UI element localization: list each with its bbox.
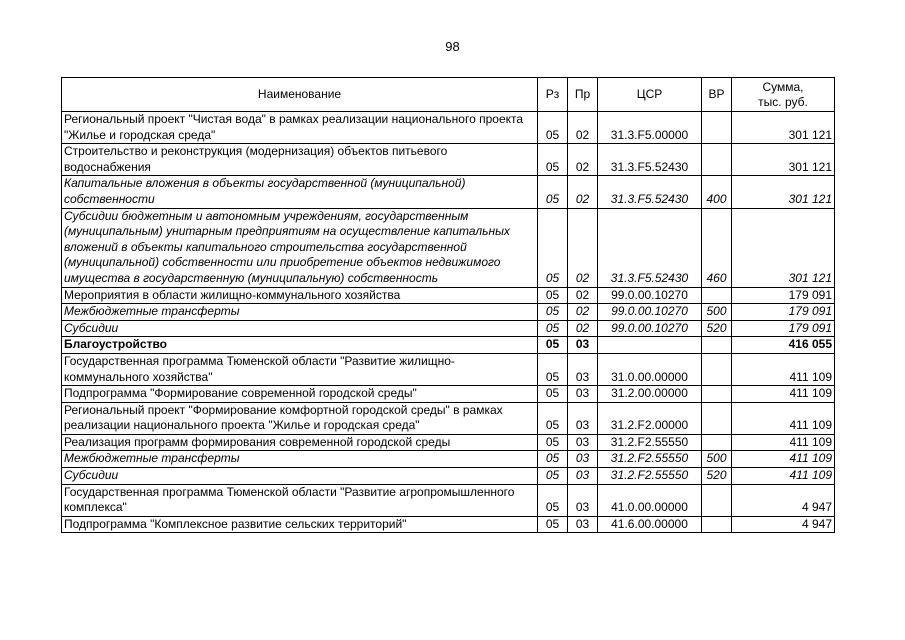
row-sum: 301 121 xyxy=(732,144,835,176)
row-name: Строительство и реконструкция (модернизация) объектов питьевого водоснабжения xyxy=(62,144,538,176)
table-body xyxy=(62,112,835,533)
row-name: Подпрограмма "Формирование современной городской среды" xyxy=(62,386,538,403)
row-rz: 05 xyxy=(538,434,568,451)
table-row xyxy=(62,516,835,533)
row-csr: 31.3.F5.52430 xyxy=(598,208,702,287)
row-vr: 520 xyxy=(702,320,732,337)
row-csr: 99.0.00.10270 xyxy=(598,320,702,337)
row-vr: 520 xyxy=(702,468,732,485)
row-name: Межбюджетные трансферты xyxy=(62,451,538,468)
row-pr: 02 xyxy=(568,208,598,287)
header-rz: Рз xyxy=(538,78,568,112)
row-vr xyxy=(702,287,732,304)
row-name: Региональный проект "Чистая вода" в рамках реализации национального проекта "Жилье и городская среда" xyxy=(62,112,538,144)
table-row xyxy=(62,451,835,468)
row-sum: 301 121 xyxy=(732,208,835,287)
header-vr: ВР xyxy=(702,78,732,112)
row-csr: 99.0.00.10270 xyxy=(598,287,702,304)
row-name: Реализация программ формирования современной городской среды xyxy=(62,434,538,451)
row-csr: 31.3.F5.52430 xyxy=(598,176,702,208)
row-rz: 05 xyxy=(538,337,568,354)
row-sum: 411 109 xyxy=(732,402,835,434)
row-csr: 31.2.F2.55550 xyxy=(598,468,702,485)
row-vr xyxy=(702,337,732,354)
row-sum: 411 109 xyxy=(732,434,835,451)
row-csr: 31.2.F2.55550 xyxy=(598,434,702,451)
row-sum: 411 109 xyxy=(732,386,835,403)
row-vr xyxy=(702,402,732,434)
row-pr: 02 xyxy=(568,176,598,208)
row-sum: 179 091 xyxy=(732,304,835,321)
row-name: Субсидии бюджетным и автономным учреждениям, государственным (муниципальным) унитарным предприятиям на осуществление капитальных вложений в объекты капитального строительства государственной (муниципальной) собственности или приобретение объектов недвижимого имущества в государственную (муниципальную) собственность xyxy=(62,208,538,287)
row-sum: 301 121 xyxy=(732,112,835,144)
table-row xyxy=(62,304,835,321)
row-rz: 05 xyxy=(538,468,568,485)
row-rz: 05 xyxy=(538,176,568,208)
row-pr: 03 xyxy=(568,516,598,533)
row-rz: 05 xyxy=(538,112,568,144)
row-name: Субсидии xyxy=(62,320,538,337)
table-row xyxy=(62,287,835,304)
row-csr: 31.3.F5.52430 xyxy=(598,144,702,176)
table-row xyxy=(62,144,835,176)
row-sum: 411 109 xyxy=(732,353,835,385)
header-name: Наименование xyxy=(62,78,538,112)
header-pr: Пр xyxy=(568,78,598,112)
row-vr xyxy=(702,112,732,144)
row-vr: 460 xyxy=(702,208,732,287)
row-csr: 31.2.F2.55550 xyxy=(598,451,702,468)
row-rz: 05 xyxy=(538,287,568,304)
row-pr: 02 xyxy=(568,112,598,144)
row-sum: 4 947 xyxy=(732,516,835,533)
table-row xyxy=(62,402,835,434)
row-vr xyxy=(702,484,732,516)
row-name: Межбюджетные трансферты xyxy=(62,304,538,321)
row-vr xyxy=(702,353,732,385)
row-name: Благоустройство xyxy=(62,337,538,354)
row-csr: 31.2.F2.00000 xyxy=(598,402,702,434)
row-vr xyxy=(702,516,732,533)
row-rz: 05 xyxy=(538,320,568,337)
row-rz: 05 xyxy=(538,304,568,321)
row-vr xyxy=(702,144,732,176)
row-vr: 400 xyxy=(702,176,732,208)
row-pr: 02 xyxy=(568,320,598,337)
row-rz: 05 xyxy=(538,402,568,434)
row-sum: 411 109 xyxy=(732,451,835,468)
row-rz: 05 xyxy=(538,353,568,385)
row-sum: 411 109 xyxy=(732,468,835,485)
row-csr: 31.3.F5.00000 xyxy=(598,112,702,144)
row-rz: 05 xyxy=(538,386,568,403)
row-pr: 03 xyxy=(568,451,598,468)
row-vr xyxy=(702,434,732,451)
table-row xyxy=(62,484,835,516)
table-row xyxy=(62,337,835,354)
row-csr: 41.6.00.00000 xyxy=(598,516,702,533)
row-pr: 03 xyxy=(568,386,598,403)
row-pr: 03 xyxy=(568,353,598,385)
row-name: Государственная программа Тюменской области "Развитие агропромышленного комплекса" xyxy=(62,484,538,516)
row-sum: 416 055 xyxy=(732,337,835,354)
row-vr: 500 xyxy=(702,304,732,321)
row-sum: 179 091 xyxy=(732,287,835,304)
header-csr: ЦСР xyxy=(598,78,702,112)
row-csr: 31.2.00.00000 xyxy=(598,386,702,403)
row-pr: 02 xyxy=(568,304,598,321)
table-header-row xyxy=(62,78,835,112)
row-csr: 99.0.00.10270 xyxy=(598,304,702,321)
row-pr: 03 xyxy=(568,434,598,451)
row-vr xyxy=(702,386,732,403)
page-number: 98 xyxy=(445,39,460,54)
row-name: Подпрограмма "Комплексное развитие сельских территорий" xyxy=(62,516,538,533)
row-csr: 31.0.00.00000 xyxy=(598,353,702,385)
row-pr: 03 xyxy=(568,402,598,434)
row-pr: 03 xyxy=(568,468,598,485)
table-row xyxy=(62,386,835,403)
table-row xyxy=(62,353,835,385)
row-csr: 41.0.00.00000 xyxy=(598,484,702,516)
table-row xyxy=(62,320,835,337)
row-sum: 4 947 xyxy=(732,484,835,516)
row-rz: 05 xyxy=(538,516,568,533)
row-rz: 05 xyxy=(538,208,568,287)
row-vr: 500 xyxy=(702,451,732,468)
table-row xyxy=(62,468,835,485)
row-rz: 05 xyxy=(538,484,568,516)
row-pr: 03 xyxy=(568,484,598,516)
row-name: Субсидии xyxy=(62,468,538,485)
table-row xyxy=(62,434,835,451)
table-row xyxy=(62,208,835,287)
row-sum: 179 091 xyxy=(732,320,835,337)
row-pr: 02 xyxy=(568,287,598,304)
row-sum: 301 121 xyxy=(732,176,835,208)
budget-table xyxy=(61,77,835,533)
row-rz: 05 xyxy=(538,451,568,468)
row-name: Мероприятия в области жилищно-коммунального хозяйства xyxy=(62,287,538,304)
row-csr xyxy=(598,337,702,354)
row-rz: 05 xyxy=(538,144,568,176)
table-header xyxy=(62,78,835,112)
header-sum: Сумма, тыс. руб. xyxy=(732,78,835,112)
table-row xyxy=(62,112,835,144)
table-row xyxy=(62,176,835,208)
row-pr: 03 xyxy=(568,337,598,354)
row-name: Государственная программа Тюменской области "Развитие жилищно-коммунального хозяйства" xyxy=(62,353,538,385)
row-name: Региональный проект "Формирование комфортной городской среды" в рамках реализации национального проекта "Жилье и городская среда" xyxy=(62,402,538,434)
row-pr: 02 xyxy=(568,144,598,176)
row-name: Капитальные вложения в объекты государственной (муниципальной) собственности xyxy=(62,176,538,208)
